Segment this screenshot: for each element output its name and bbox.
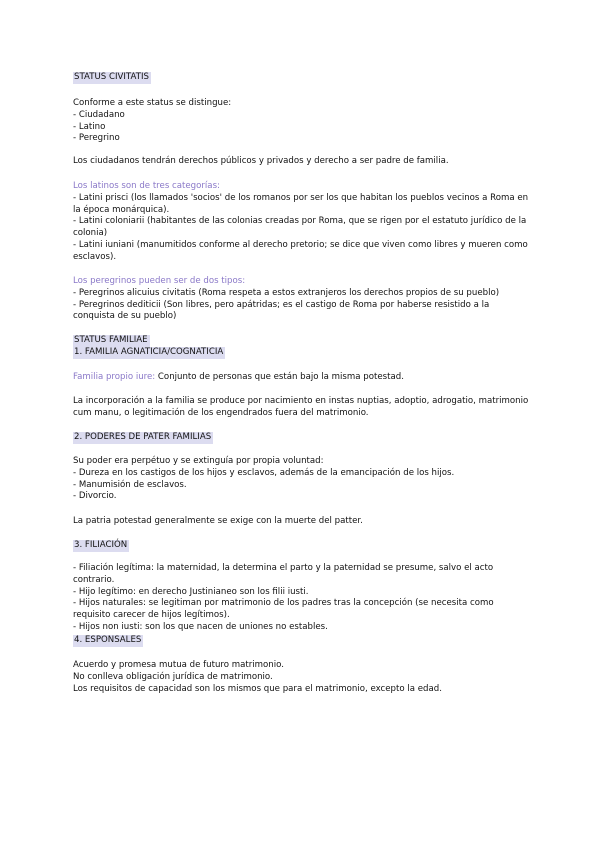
latinos-heading: Los latinos son de tres categorías: <box>73 181 220 191</box>
list-item: - Peregrino <box>73 133 120 144</box>
section-4 <box>73 635 533 647</box>
list-item: - Dureza en los castigos de los hijos y esclavos, además de la emancipación de los hijos. <box>73 467 455 478</box>
status-familiae-section <box>73 335 533 359</box>
esponsales-line: Los requisitos de capacidad son los mismos que para el matrimonio, excepto la edad. <box>73 683 442 694</box>
list-item: - Latino <box>73 121 106 132</box>
civitatis-intro-block <box>73 98 533 145</box>
list-item: - Peregrinos dediticii (Son libres, pero apátridas; es el castigo de Roma por haberse resistido a la conquista de su pueblo) <box>73 299 490 322</box>
section-4-heading: 4. ESPONSALES <box>74 635 142 645</box>
filiacion-list <box>73 563 533 634</box>
list-item: - Divorcio. <box>73 491 117 502</box>
section-3-heading: 3. FILIACIÓN <box>74 540 128 550</box>
section-3 <box>73 540 533 552</box>
latinos-block <box>73 181 533 264</box>
list-item: - Latini coloniarii (habitantes de las colonias creadas por Roma, que se rigen por el estatuto jurídico de la colonia) <box>73 216 527 239</box>
section-2-heading: 2. PODERES DE PATER FAMILIAS <box>74 432 212 442</box>
list-item: - Hijo legítimo: en derecho Justinianeo son los filii iusti. <box>73 586 309 597</box>
list-item: - Hijos naturales: se legitiman por matrimonio de los padres tras la concepción (se necesita como requisito carecer de hijos legítimos). <box>73 598 494 621</box>
familia-lead: Familia propio iure: <box>73 372 156 382</box>
list-item: - Manumisión de esclavos. <box>73 479 187 490</box>
list-item: - Peregrinos alicuius civitatis (Roma respeta a estos extranjeros los derechos propios de su pueblo) <box>73 287 500 298</box>
list-item: - Latini iuniani (manumitidos conforme al derecho pretorio; se dice que viven como libres y mueren como esclavos). <box>73 239 528 262</box>
poderes-list <box>73 456 533 503</box>
ciudadanos-paragraph <box>73 156 533 168</box>
familia-definition <box>73 372 533 384</box>
incorporacion-paragraph <box>73 396 533 420</box>
section-1-heading: 1. FAMILIA AGNATICIA/COGNATICIA <box>74 346 224 357</box>
list-item: - Latini prisci (los llamados 'socios' de los romanos por ser los que habitan los pueblos vecinos a Roma en la época monárquica). <box>73 192 529 215</box>
esponsales-line: Acuerdo y promesa mutua de futuro matrimonio. <box>73 660 284 670</box>
status-familiae-heading: STATUS FAMILIAE <box>74 335 148 345</box>
poderes-intro: Su poder era perpétuo y se extinguía por propia voluntad: <box>73 456 324 466</box>
status-civitatis-section <box>73 72 533 84</box>
patria-potestad-text: La patria potestad generalmente se exige con la muerte del patter. <box>73 516 363 526</box>
list-item: - Filiación legítima: la maternidad, la determina el parto y la paternidad se presume, salvo el acto contrario. <box>73 563 494 585</box>
esponsales-lines <box>73 660 533 695</box>
list-item: - Hijos non iusti: son los que nacen de uniones no estables. <box>73 621 328 632</box>
section-2 <box>73 432 533 444</box>
esponsales-line: No conlleva obligación jurídica de matrimonio. <box>73 671 273 682</box>
ciudadanos-text: Los ciudadanos tendrán derechos públicos y privados y derecho a ser padre de familia. <box>73 156 449 166</box>
peregrinos-heading: Los peregrinos pueden ser de dos tipos: <box>73 276 246 286</box>
civitatis-intro: Conforme a este status se distingue: <box>73 98 232 108</box>
status-civitatis-heading: STATUS CIVITATIS <box>74 72 149 82</box>
familia-def: Conjunto de personas que están bajo la misma potestad. <box>155 372 404 382</box>
list-item: - Ciudadano <box>73 109 125 120</box>
incorporacion-text: La incorporación a la familia se produce por nacimiento en instas nuptias, adoptio, adrogatio, matrimonio cum manu, o legitimación de los engendrados fuera del matrimonio. <box>73 396 529 418</box>
peregrinos-block <box>73 276 533 323</box>
patria-potestad <box>73 516 533 528</box>
